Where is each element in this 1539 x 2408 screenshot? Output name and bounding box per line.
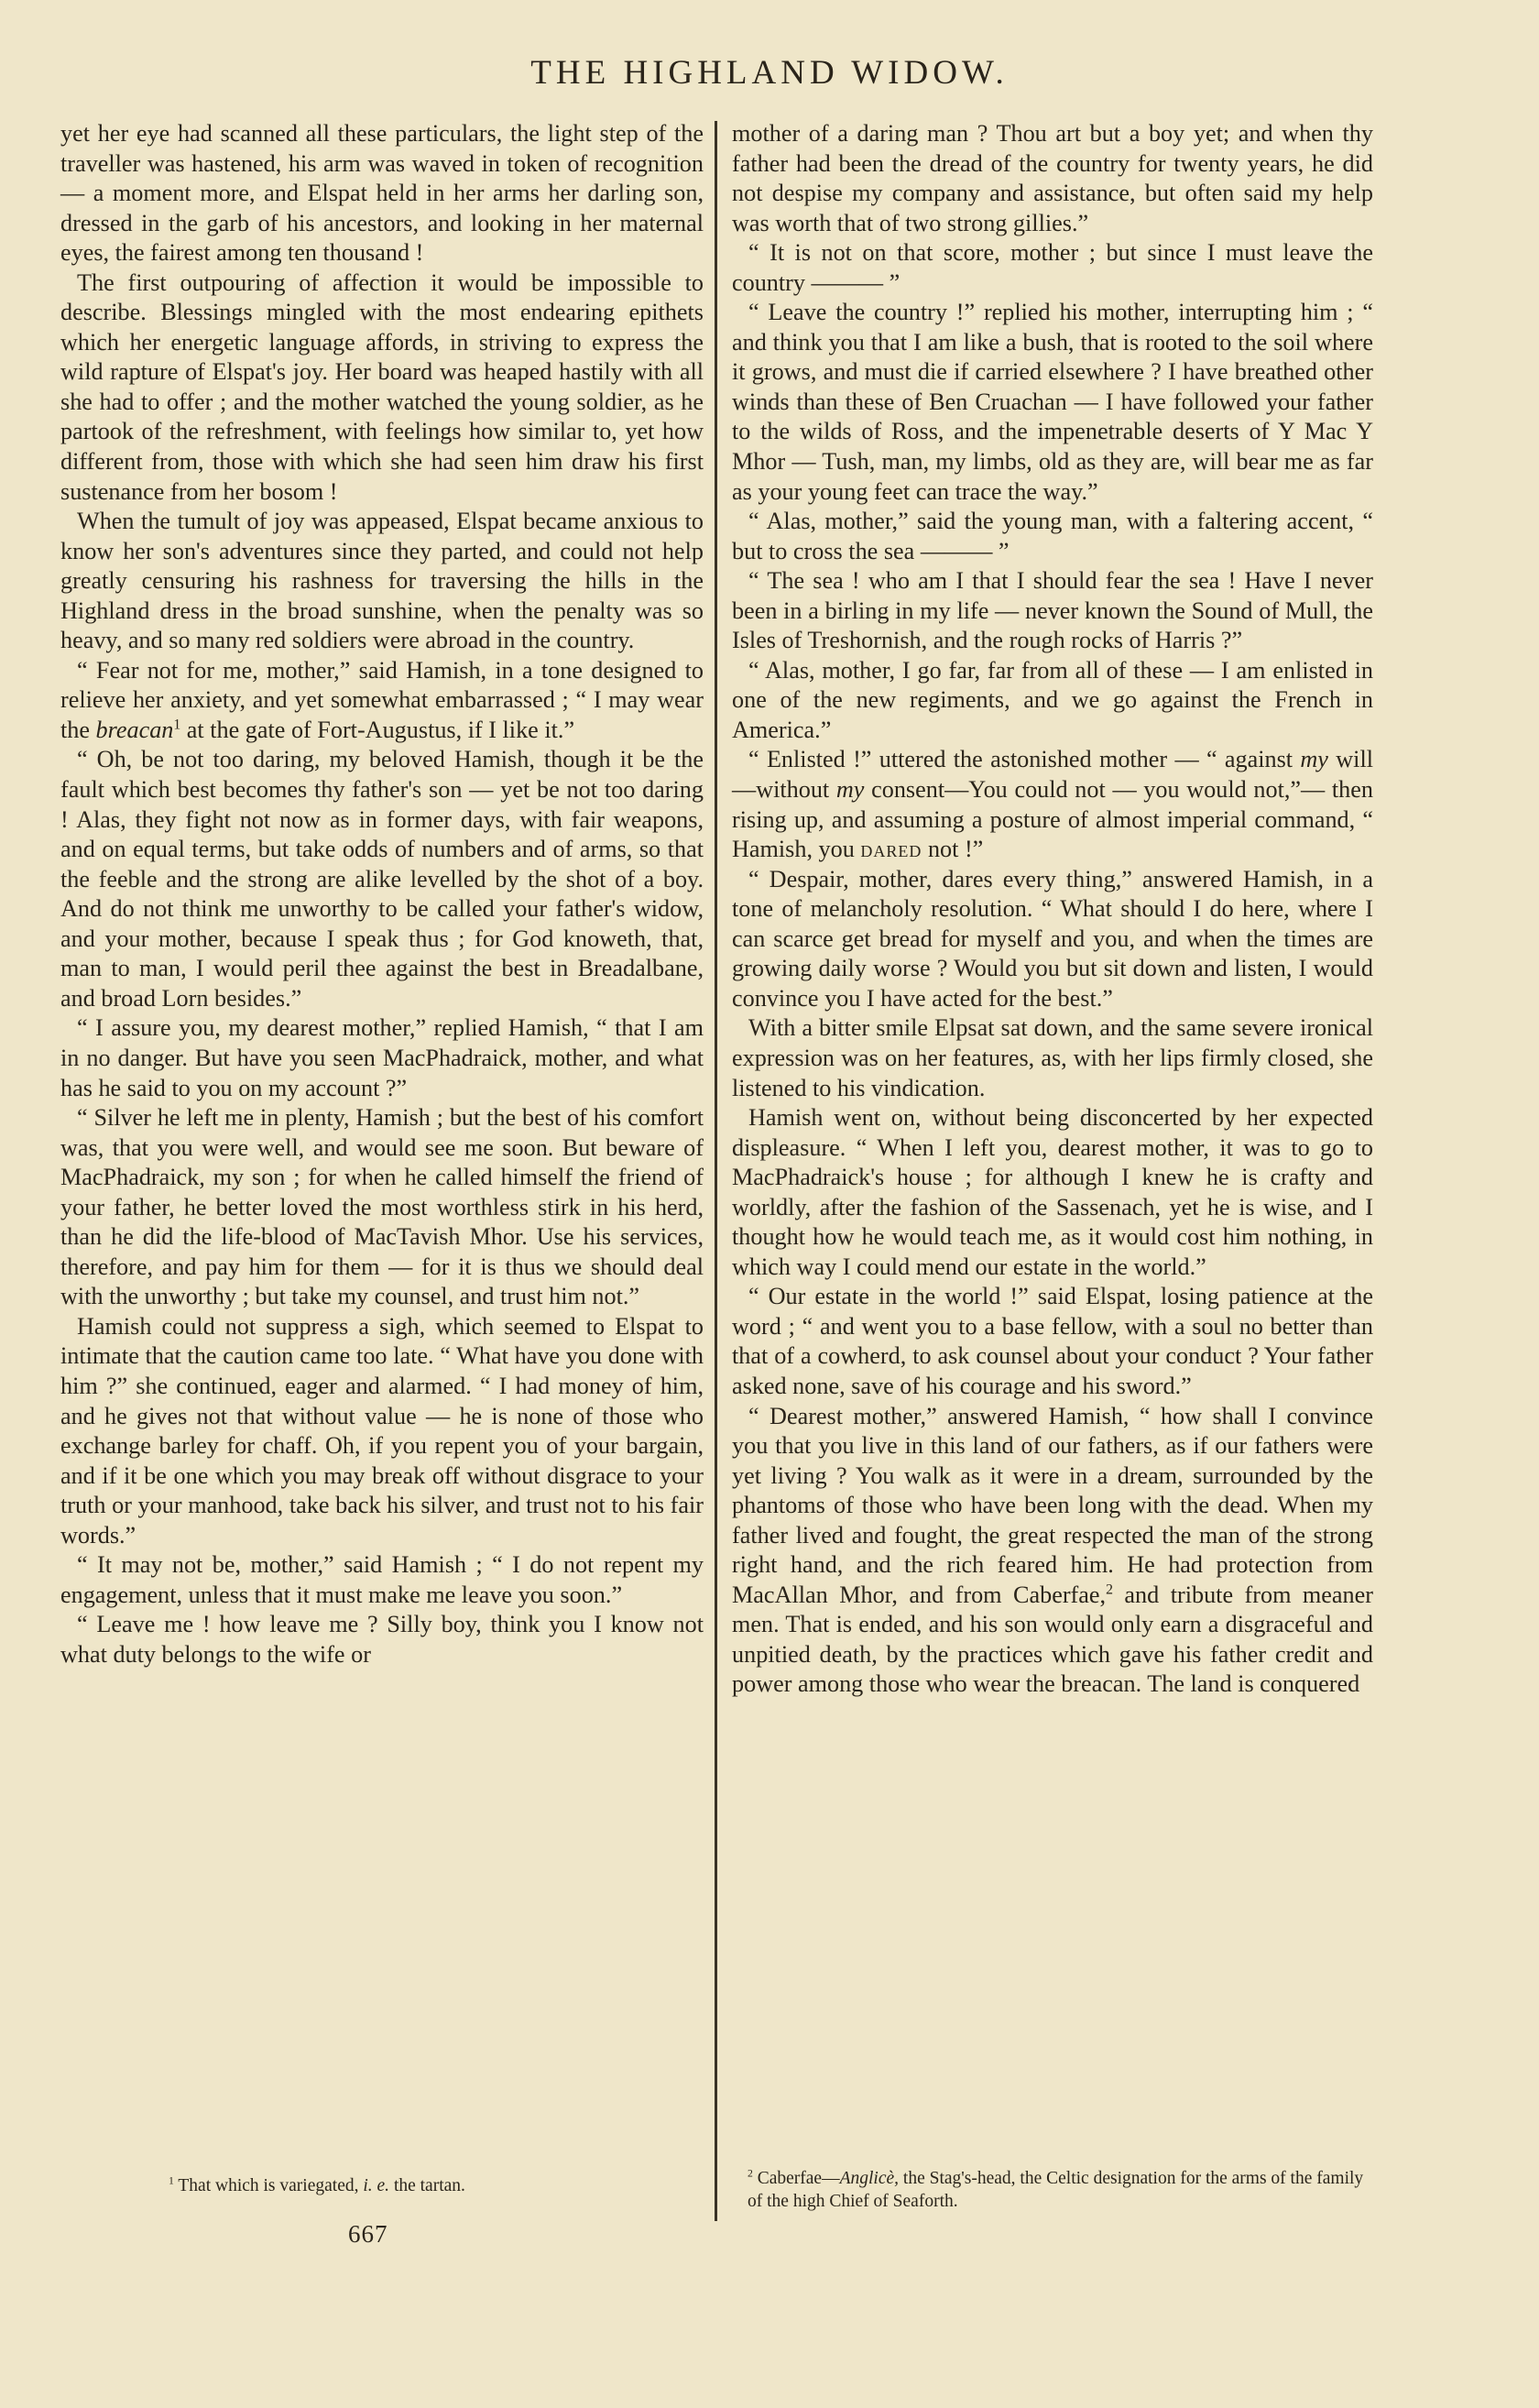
paragraph: With a bitter smile Elpsat sat down, and the same severe ironical expression was on her features, as, with her lips firmly closed, she listened to his vindication. [732,1014,1373,1101]
footnote-1 [169,2174,700,2197]
emphasis: Anglicè, [839,2169,900,2188]
paragraph: Hamish went on, without being disconcerted by her expected displeasure. “ When I left you, dearest mother, it was to go to MacPhadraick's house ; for although I knew he is crafty and worldly, after the fashion of the Sassenach, yet he is wise, and I thought how he would teach me, as it would cost him nothing, in which way I could mend our estate in the world.” [732,1104,1373,1280]
text-span: “ Dearest mother,” answered Hamish, “ how shall I convince you that you live in this land of our fathers, as if our fathers were yet living ? You walk as it were in a dream, surrounded by the phantoms of those who have been long with the dead. When my father lived and fought, the great respected the man of the strong right hand, and the rich feared him. He had protection from MacAllan Mhor, and from Caberfae, [732,1402,1373,1608]
footnote-2 [748,2167,1380,2213]
paragraph: mother of a daring man ? Thou art but a boy yet; and when thy father had been the dread of the country for twenty years, he did not despise my company and assistance, but often said my help was worth that of two strong gillies.” [732,120,1373,236]
text-span: “ Fear not for me, mother,” said Hamish, in a tone designed to relieve her anxiety, and yet somewhat embarrassed ; “ I may wear the [60,656,704,743]
text-span: “ Enlisted !” uttered the astonished mother — “ against [748,746,1301,773]
text-span: not !” [922,836,984,863]
paragraph: The first outpouring of affection it would be impossible to describe. Blessings mingled with the most endearing epithets which her energetic language affords, in striving to express the wild rapture of Elspat's joy. Her board was heaped hastily with all she had to offer ; and the mother watched the young soldier, as he partook of the refreshment, with feelings how similar to, yet how different from, those with which she had seen him draw his first sustenance from her bosom ! [60,268,704,505]
text-span: consent—You could not — you would not,”— then rising up, and assuming a posture of almost imperial command, “ Hamish, you [732,776,1373,863]
paragraph: “ Silver he left me in plenty, Hamish ; but the best of his comfort was, that you were well, and would see me soon. But beware of MacPhadraick, my son ; for when he called himself the friend of your father, he better loved the most worthless stirk in his herd, than he did the life-blood of MacTavish Mhor. Use his services, therefore, and pay him for them — for it is thus we should deal with the unworthy ; but take my counsel, and trust him not.” [60,1104,704,1310]
paragraph: “ Leave the country !” replied his mother, interrupting him ; “ and think you that I am like a bush, that is rooted to the soil where it grows, and must die if carried elsewhere ? I have breathed other winds than these of Ben Cruachan — I have followed your father to the wilds of Ross, and the impenetrable deserts of Y Mac Y Mhor — Tush, man, my limbs, old as they are, will bear me as far as your young feet can trace the way.” [732,299,1373,505]
page-number: 667 [348,2220,388,2248]
footnote-text: the tartan. [389,2176,465,2195]
paragraph [60,656,704,746]
text-span: and tribute from meaner men. That is ended, and his son would only earn a disgraceful and unpitied death, by the practices which gave his father credit and power among those who wear the breacan. The land is conquered [732,1581,1373,1698]
footnote-text: That which is variegated, [178,2176,364,2195]
paragraph: “ Despair, mother, dares every thing,” answered Hamish, in a tone of melancholy resolution. “ What should I do here, where I can scarce get bread for myself and you, and when the times are growing daily worse ? Would you but sit down and listen, I would convince you I have acted for the best.” [732,865,1373,1012]
paragraph: “ Alas, mother,” said the young man, with a faltering accent, “ but to cross the sea ——— ” [732,508,1373,564]
column-divider [715,121,717,2221]
text-span: will—without [732,746,1373,804]
emphasis: i. e. [363,2176,390,2195]
emphasis: my [1300,746,1328,773]
paragraph: “ Oh, be not too daring, my beloved Hamish, though it be the fault which best becomes thy father's son — yet be not too daring ! Alas, they fight not now as in former days, with fair weapons, and on equal terms, but take odds of numbers and of arms, so that the feeble and the strong are alike levelled by the shot of a boy. And do not think me unworthy to be called your father's widow, and your mother, because I speak thus ; for God knoweth, that, man to man, I would peril thee against the best in Breadalbane, and broad Lorn besides.” [60,746,704,1012]
footnote-ref: 1 [173,717,181,733]
small-caps: dared [860,836,922,863]
paragraph: “ It may not be, mother,” said Hamish ; “ I do not repent my engagement, unless that it must make me leave you soon.” [60,1551,704,1608]
paragraph: Hamish could not suppress a sigh, which seemed to Elspat to intimate that the caution came too late. “ What have you done with him ?” she continued, eager and alarmed. “ I had money of him, and he gives not that without value — he is none of those who exchange barley for chaff. Oh, if you repent you of your bargain, and if it be one which you may break off without disgrace to your truth or your manhood, take back his silver, and trust not to his fair words.” [60,1312,704,1549]
footnote-number: 2 [748,2167,753,2180]
paragraph: “ The sea ! who am I that I should fear the sea ! Have I never been in a birling in my life — never known the Sound of Mull, the Isles of Treshornish, and the rough rocks of Harris ?” [732,567,1373,654]
paragraph: When the tumult of joy was appeased, Elspat became anxious to know her son's adventures since they parted, and could not help greatly censuring his rashness for traversing the hills in the Highland dress in the broad sunshine, when the penalty was so heavy, and so many red soldiers were abroad in the country. [60,508,704,654]
paragraph [732,1402,1373,1700]
paragraph: “ It is not on that score, mother ; but since I must leave the country ——— ” [732,239,1373,296]
paragraph: “ Alas, mother, I go far, far from all of these — I am enlisted in one of the new regiments, and we go against the French in America.” [732,656,1373,743]
paragraph [732,745,1373,864]
footnote-number: 1 [169,2174,174,2187]
paragraph: “ Leave me ! how leave me ? Silly boy, think you I know not what duty belongs to the wife or [60,1611,704,1668]
emphasis: my [835,776,865,804]
footnote-text: Caberfae— [757,2169,840,2188]
paragraph: yet her eye had scanned all these particulars, the light step of the traveller was hastened, his arm was waved in token of recognition — a moment more, and Elspat held in her arms her darling son, dressed in the garb of his ancestors, and looking in her maternal eyes, the fairest among ten thousand ! [60,120,704,267]
footnote-text: the Stag's-head, the Celtic designation for the arms of the family of the high Chief of Seaforth. [748,2169,1364,2211]
right-column [732,119,1373,1700]
text-span: at the gate of Fort-Augustus, if I like it.” [180,716,575,743]
footnote-ref: 2 [1106,1582,1113,1598]
page-title: THE HIGHLAND WIDOW. [530,54,1009,92]
emphasis: breacan [95,716,174,743]
paragraph: “ Our estate in the world !” said Elspat, losing patience at the word ; “ and went you to a base fellow, with a soul no better than that of a cowherd, to ask counsel about your conduct ? Your father asked none, save of his courage and his sword.” [732,1283,1373,1399]
paragraph: “ I assure you, my dearest mother,” replied Hamish, “ that I am in no danger. But have you seen MacPhadraick, mother, and what has he said to you on my account ?” [60,1014,704,1101]
left-column [60,119,704,1669]
